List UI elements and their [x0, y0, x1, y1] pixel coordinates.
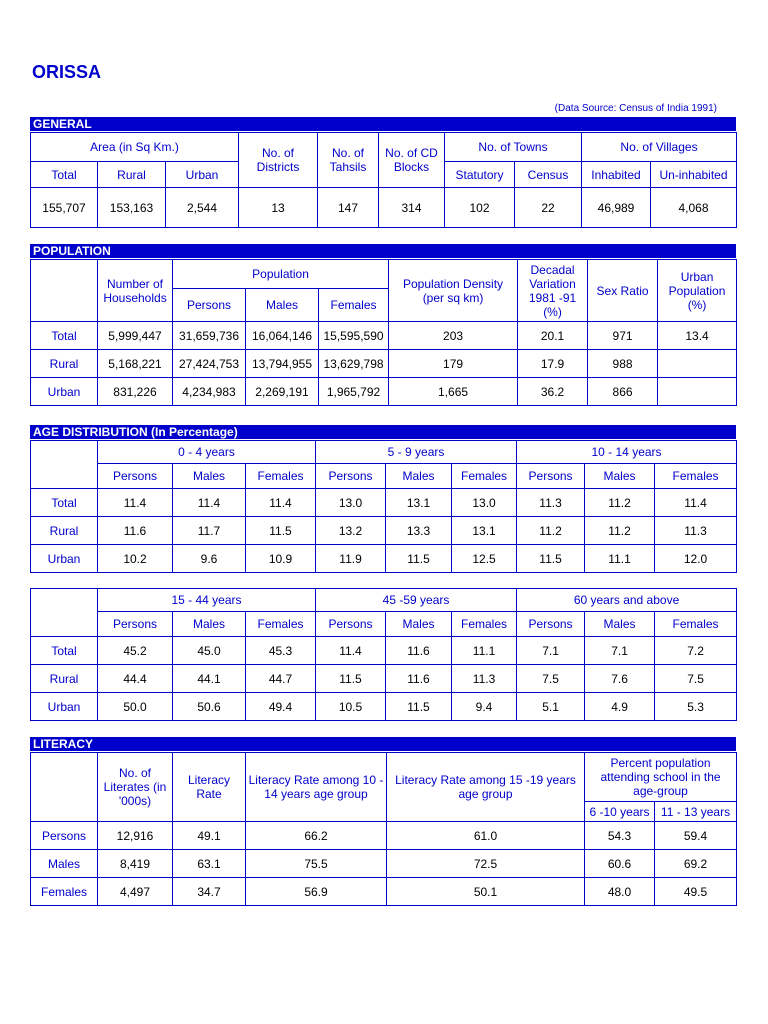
area-total-value: 155,707 — [31, 188, 98, 228]
table-cell: 50.1 — [387, 878, 585, 906]
general-heading: GENERAL — [30, 117, 736, 131]
literacy-heading: LITERACY — [30, 737, 736, 751]
table-cell: 11.6 — [386, 637, 452, 665]
table-cell: 5.3 — [655, 693, 737, 721]
table-cell: 31,659,736 — [173, 322, 246, 350]
table-cell: 12,916 — [98, 822, 173, 850]
row-label: Females — [31, 878, 98, 906]
towns-statutory-value: 102 — [445, 188, 515, 228]
general-values-row — [31, 188, 737, 228]
table-cell: 4.9 — [585, 693, 655, 721]
table-cell: 11.5 — [386, 693, 452, 721]
table-cell: 7.5 — [517, 665, 585, 693]
females-header: Females — [319, 289, 389, 322]
table-cell: 7.6 — [585, 665, 655, 693]
males-header: Males — [585, 464, 655, 489]
row-label: Total — [31, 637, 98, 665]
table-cell: 11.6 — [98, 517, 173, 545]
table-cell: 11.5 — [316, 665, 386, 693]
density-header: Population Density (per sq km) — [389, 260, 518, 322]
general-table — [30, 132, 737, 228]
table-row — [31, 322, 737, 350]
table-cell: 16,064,146 — [246, 322, 319, 350]
row-label: Persons — [31, 822, 98, 850]
table-cell: 11.5 — [517, 545, 585, 573]
table-cell: 50.0 — [98, 693, 173, 721]
villages-uninhabited-header: Un-inhabited — [651, 162, 737, 188]
tahsils-header: No. of Tahsils — [318, 133, 379, 188]
towns-header: No. of Towns — [445, 133, 582, 162]
table-cell: 9.6 — [173, 545, 246, 573]
age-corner-cell — [31, 441, 98, 489]
table-cell: 15,595,590 — [319, 322, 389, 350]
page-title: ORISSA — [32, 62, 102, 82]
table-cell: 59.4 — [655, 822, 737, 850]
table-cell: 48.0 — [585, 878, 655, 906]
table-cell: 7.5 — [655, 665, 737, 693]
cd-blocks-header: No. of CD Blocks — [379, 133, 445, 188]
decadal-variation-header: Decadal Variation 1981 -91 (%) — [518, 260, 588, 322]
table-row — [31, 878, 737, 906]
table-cell: 49.5 — [655, 878, 737, 906]
males-header: Males — [386, 612, 452, 637]
table-cell — [658, 350, 737, 378]
area-header: Area (in Sq Km.) — [31, 133, 239, 162]
females-header: Females — [452, 612, 517, 637]
row-label: Total — [31, 489, 98, 517]
table-cell: 54.3 — [585, 822, 655, 850]
villages-inhabited-header: Inhabited — [582, 162, 651, 188]
females-header: Females — [246, 464, 316, 489]
persons-header: Persons — [517, 464, 585, 489]
table-cell: 2,269,191 — [246, 378, 319, 406]
tahsils-value: 147 — [318, 188, 379, 228]
cd-blocks-value: 314 — [379, 188, 445, 228]
table-cell: 75.5 — [246, 850, 387, 878]
row-label: Total — [31, 322, 98, 350]
persons-header: Persons — [517, 612, 585, 637]
table-cell: 831,226 — [98, 378, 173, 406]
towns-census-value: 22 — [515, 188, 582, 228]
table-cell: 4,497 — [98, 878, 173, 906]
males-header: Males — [246, 289, 319, 322]
table-cell: 11.4 — [98, 489, 173, 517]
population-corner-cell — [31, 260, 98, 322]
table-cell: 45.3 — [246, 637, 316, 665]
table-cell: 11.3 — [655, 517, 737, 545]
area-rural-header: Rural — [98, 162, 166, 188]
table-cell: 44.7 — [246, 665, 316, 693]
persons-header: Persons — [98, 612, 173, 637]
table-cell: 12.5 — [452, 545, 517, 573]
table-cell: 63.1 — [173, 850, 246, 878]
sex-ratio-header: Sex Ratio — [588, 260, 658, 322]
villages-uninhabited-value: 4,068 — [651, 188, 737, 228]
households-header: Number of Households — [98, 260, 173, 322]
population-table — [30, 259, 737, 406]
area-rural-value: 153,163 — [98, 188, 166, 228]
table-cell: 13.1 — [452, 517, 517, 545]
villages-header: No. of Villages — [582, 133, 737, 162]
table-cell: 66.2 — [246, 822, 387, 850]
females-header: Females — [655, 464, 737, 489]
age-group-header-row — [31, 441, 737, 464]
table-cell: 10.5 — [316, 693, 386, 721]
literacy-rate-10-14-header: Literacy Rate among 10 - 14 years age group — [246, 753, 387, 822]
table-row — [31, 517, 737, 545]
table-row — [31, 378, 737, 406]
table-cell: 7.1 — [517, 637, 585, 665]
general-header-row — [31, 133, 737, 162]
table-cell: 11.5 — [246, 517, 316, 545]
table-cell: 34.7 — [173, 878, 246, 906]
table-cell: 988 — [588, 350, 658, 378]
table-row — [31, 489, 737, 517]
table-cell: 5,999,447 — [98, 322, 173, 350]
table-cell: 13,794,955 — [246, 350, 319, 378]
towns-census-header: Census — [515, 162, 582, 188]
table-row — [31, 850, 737, 878]
table-cell: 44.1 — [173, 665, 246, 693]
table-cell: 971 — [588, 322, 658, 350]
table-cell: 11.2 — [585, 517, 655, 545]
table-cell: 866 — [588, 378, 658, 406]
table-row — [31, 545, 737, 573]
age-group-header: 15 - 44 years — [98, 589, 316, 612]
table-cell: 49.1 — [173, 822, 246, 850]
literacy-rate-15-19-header: Literacy Rate among 15 -19 years age group — [387, 753, 585, 822]
males-header: Males — [173, 464, 246, 489]
table-cell: 7.1 — [585, 637, 655, 665]
age-group-header-row — [31, 589, 737, 612]
table-cell: 11.6 — [386, 665, 452, 693]
villages-inhabited-value: 46,989 — [582, 188, 651, 228]
school-attendance-header: Percent population attending school in the age-group — [585, 753, 737, 802]
table-cell: 11.9 — [316, 545, 386, 573]
age-group-header: 10 - 14 years — [517, 441, 737, 464]
table-cell: 13.0 — [452, 489, 517, 517]
table-cell: 20.1 — [518, 322, 588, 350]
area-total-header: Total — [31, 162, 98, 188]
districts-value: 13 — [239, 188, 318, 228]
table-cell: 4,234,983 — [173, 378, 246, 406]
table-cell: 60.6 — [585, 850, 655, 878]
age-subheader-row — [31, 612, 737, 637]
age-table-1 — [30, 440, 737, 573]
literacy-corner-cell — [31, 753, 98, 822]
literacy-header-row — [31, 753, 737, 802]
table-cell: 49.4 — [246, 693, 316, 721]
table-cell: 11.4 — [655, 489, 737, 517]
age-subheader-row — [31, 464, 737, 489]
table-cell: 61.0 — [387, 822, 585, 850]
table-row — [31, 693, 737, 721]
females-header: Females — [655, 612, 737, 637]
age-table-2 — [30, 588, 737, 721]
table-cell: 11.7 — [173, 517, 246, 545]
age-group-header: 60 years and above — [517, 589, 737, 612]
table-row — [31, 822, 737, 850]
table-cell: 36.2 — [518, 378, 588, 406]
table-cell: 11.2 — [585, 489, 655, 517]
row-label: Urban — [31, 545, 98, 573]
males-header: Males — [173, 612, 246, 637]
school-6-10-header: 6 -10 years — [585, 802, 655, 822]
table-cell: 12.0 — [655, 545, 737, 573]
population-group-header: Population — [173, 260, 389, 289]
row-label: Rural — [31, 350, 98, 378]
persons-header: Persons — [173, 289, 246, 322]
table-row — [31, 637, 737, 665]
population-header-row — [31, 260, 737, 289]
table-cell: 11.5 — [386, 545, 452, 573]
table-cell: 11.4 — [173, 489, 246, 517]
literacy-table — [30, 752, 737, 906]
table-cell: 11.4 — [246, 489, 316, 517]
table-cell: 11.2 — [517, 517, 585, 545]
table-cell: 11.1 — [452, 637, 517, 665]
urban-population-header: Urban Population (%) — [658, 260, 737, 322]
table-cell: 13.4 — [658, 322, 737, 350]
males-header: Males — [386, 464, 452, 489]
table-cell: 17.9 — [518, 350, 588, 378]
table-cell: 13.1 — [386, 489, 452, 517]
table-cell: 7.2 — [655, 637, 737, 665]
table-cell: 69.2 — [655, 850, 737, 878]
row-label: Rural — [31, 665, 98, 693]
table-cell: 5.1 — [517, 693, 585, 721]
population-heading: POPULATION — [30, 244, 736, 258]
literacy-rate-header: Literacy Rate — [173, 753, 246, 822]
persons-header: Persons — [316, 464, 386, 489]
table-cell: 8,419 — [98, 850, 173, 878]
table-row — [31, 665, 737, 693]
row-label: Urban — [31, 378, 98, 406]
table-cell — [658, 378, 737, 406]
age-distribution-heading: AGE DISTRIBUTION (In Percentage) — [30, 425, 736, 439]
table-cell: 13,629,798 — [319, 350, 389, 378]
table-cell: 13.2 — [316, 517, 386, 545]
table-cell: 10.2 — [98, 545, 173, 573]
table-cell: 1,665 — [389, 378, 518, 406]
table-cell: 44.4 — [98, 665, 173, 693]
table-cell: 13.3 — [386, 517, 452, 545]
table-cell: 5,168,221 — [98, 350, 173, 378]
table-cell: 72.5 — [387, 850, 585, 878]
table-cell: 203 — [389, 322, 518, 350]
age-corner-cell — [31, 589, 98, 637]
females-header: Females — [452, 464, 517, 489]
males-header: Males — [585, 612, 655, 637]
table-cell: 11.3 — [452, 665, 517, 693]
table-cell: 56.9 — [246, 878, 387, 906]
table-cell: 11.3 — [517, 489, 585, 517]
age-group-header: 45 -59 years — [316, 589, 517, 612]
area-urban-header: Urban — [166, 162, 239, 188]
row-label: Urban — [31, 693, 98, 721]
table-cell: 27,424,753 — [173, 350, 246, 378]
females-header: Females — [246, 612, 316, 637]
age-group-header: 0 - 4 years — [98, 441, 316, 464]
table-row — [31, 350, 737, 378]
school-11-13-header: 11 - 13 years — [655, 802, 737, 822]
table-cell: 10.9 — [246, 545, 316, 573]
table-cell: 179 — [389, 350, 518, 378]
table-cell: 11.4 — [316, 637, 386, 665]
table-cell: 45.0 — [173, 637, 246, 665]
area-urban-value: 2,544 — [166, 188, 239, 228]
table-cell: 11.1 — [585, 545, 655, 573]
age-group-header: 5 - 9 years — [316, 441, 517, 464]
persons-header: Persons — [316, 612, 386, 637]
table-cell: 50.6 — [173, 693, 246, 721]
literates-header: No. of Literates (in '000s) — [98, 753, 173, 822]
table-cell: 9.4 — [452, 693, 517, 721]
towns-statutory-header: Statutory — [445, 162, 515, 188]
table-cell: 13.0 — [316, 489, 386, 517]
table-cell: 45.2 — [98, 637, 173, 665]
row-label: Males — [31, 850, 98, 878]
data-source-note: (Data Source: Census of India 1991) — [554, 103, 717, 114]
row-label: Rural — [31, 517, 98, 545]
districts-header: No. of Districts — [239, 133, 318, 188]
table-cell: 1,965,792 — [319, 378, 389, 406]
persons-header: Persons — [98, 464, 173, 489]
